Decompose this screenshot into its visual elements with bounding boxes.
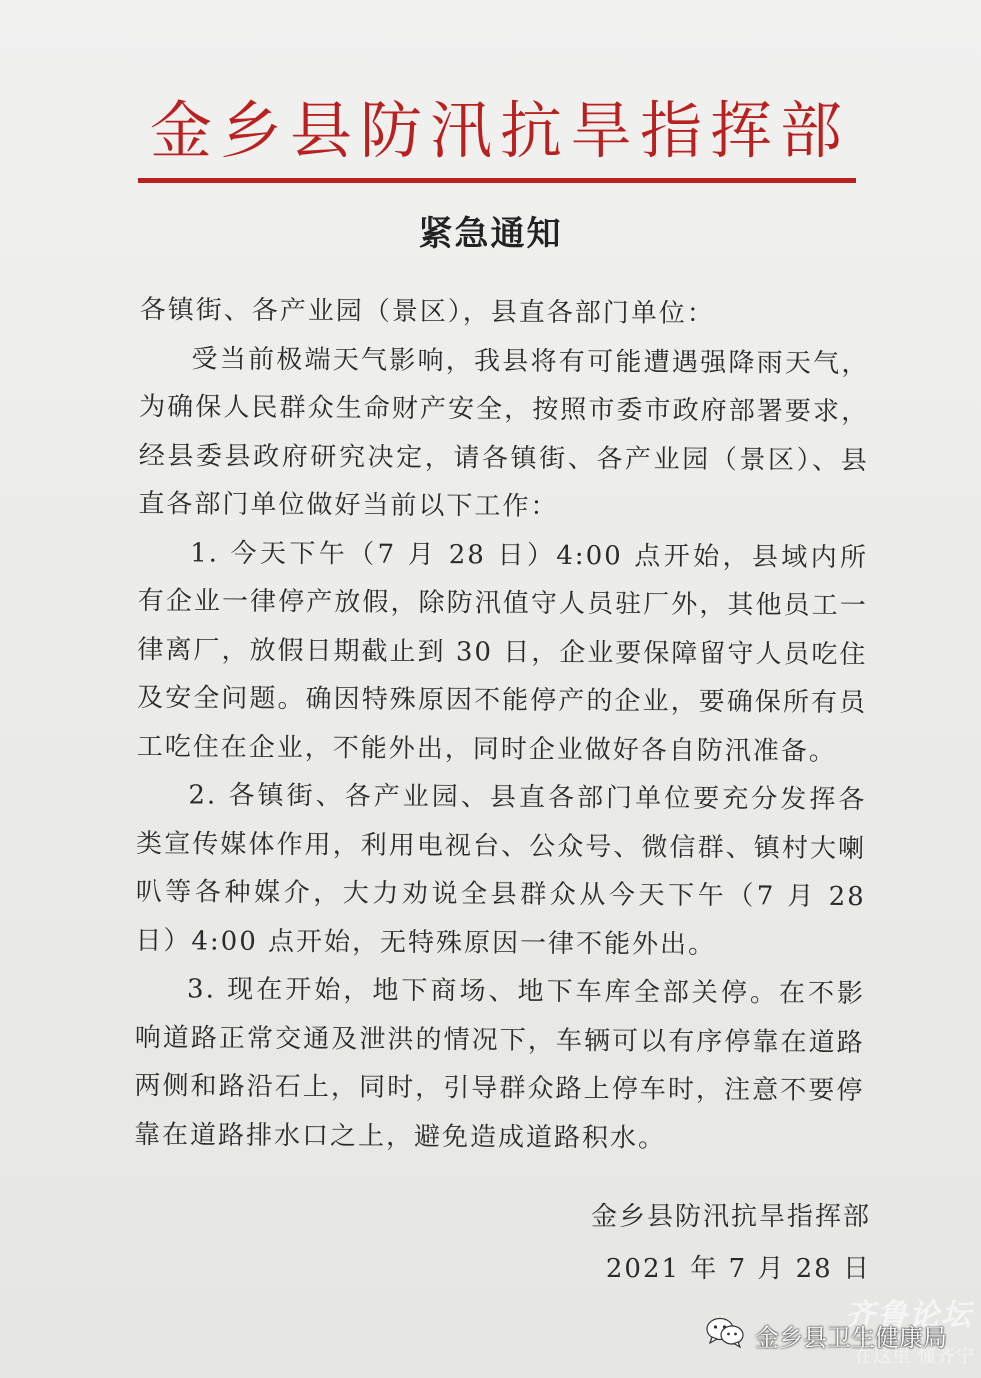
notice-item-1: 1. 今天下午（7 月 28 日）4:00 点开始，县域内所有企业一律停产放假，除防汛值守人员驻厂外，其他员工一律离厂，放假日期截止到 30 日，企业要保障留守人员吃住及安全问题。确因特殊原因不能停产的企业，要确保所有员工吃住在企业，不能外出，同时企业做好各自防汛准备。 [136, 537, 869, 767]
notice-intro: 受当前极端天气影响，我县将有可能遭遇强降雨天气，为确保人民群众生命财产安全，按照市委市政府部署要求，经县委县政府研究决定，请各镇街、各产业园（景区）、县直各部门单位做好当前以下工作： [138, 343, 870, 522]
notice-title: 紧急通知 [418, 214, 563, 254]
signature-org: 金乡县防汛抗旱指挥部 [590, 1202, 871, 1232]
org-header-title: 金乡县防汛抗旱指挥部 [150, 94, 851, 167]
notice-body [134, 286, 870, 1164]
notice-salutation: 各镇街、各产业园（景区），县直各部门单位： [139, 294, 715, 330]
watermark-brand-sub: 在这里 懂齐宁 [854, 1346, 975, 1367]
watermark [705, 1298, 981, 1367]
notice-item-3: 3. 现在开始，地下商场、地下车库全部关停。在不影响道路正常交通及泄洪的情况下，车辆可以有序停靠在道路两侧和路沿石上，同时，引导群众路上停车时，注意不要停靠在道路排水口之上，避免造成道路积水。 [133, 974, 866, 1154]
wechat-icon [705, 1316, 745, 1348]
notice-item-2: 2. 各镇街、各产业园、县直各部门单位要充分发挥各类宣传媒体作用，利用电视台、公众号、微信群、镇村大喇叭等各种媒介，大力劝说全县群众从今天下午（7 月 28 日）4:00 点开始，无特殊原因一律不能外出。 [135, 780, 867, 960]
watermark-brand: 齐鲁论坛 [845, 1298, 973, 1333]
watermark-account-name: 金乡县卫生健康局 [755, 1324, 947, 1352]
red-divider-line [138, 178, 856, 183]
signature-date: 2021 年 7 月 28 日 [605, 1254, 871, 1284]
